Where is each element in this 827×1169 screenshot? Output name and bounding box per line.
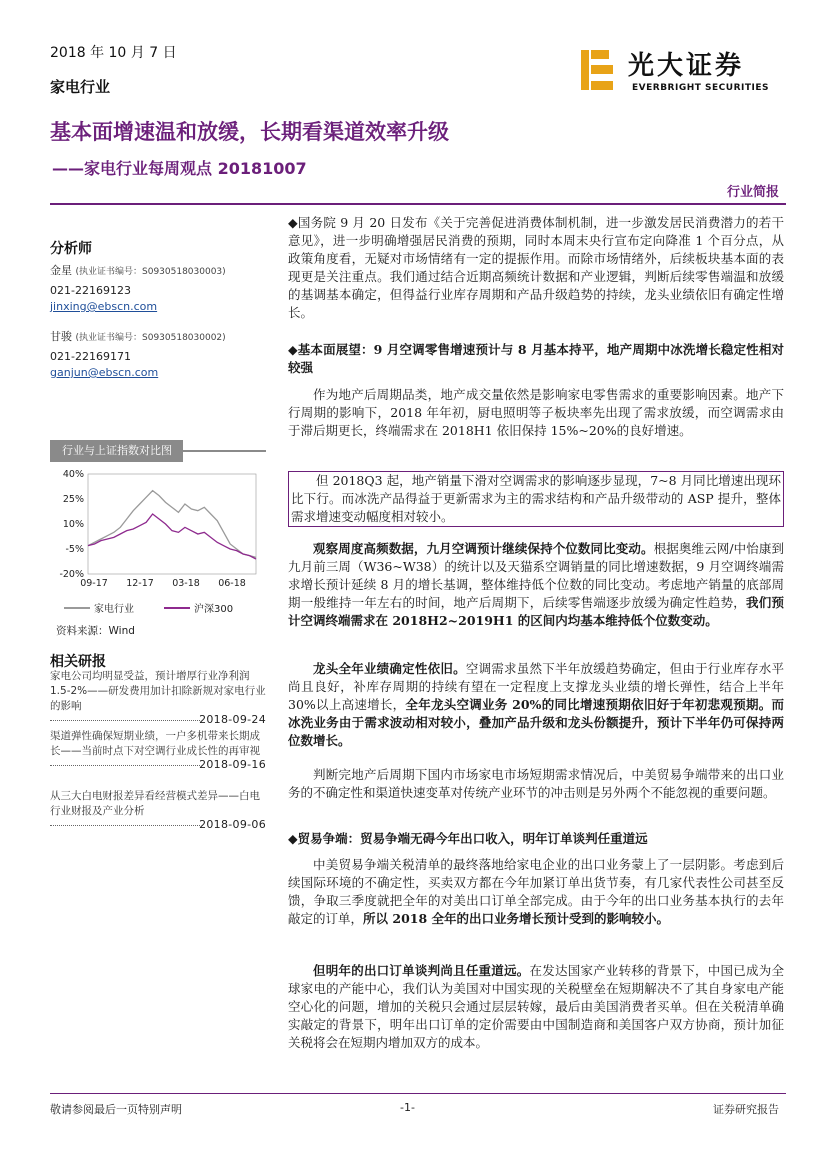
everbright-logo-icon xyxy=(579,48,617,92)
y-tick-label: -20% xyxy=(59,569,84,580)
analyst-cert: (执业证书编号：S0930518030002) xyxy=(75,333,226,343)
logo-chinese-name: 光大证券 xyxy=(628,51,745,81)
x-tick-label: 09-17 xyxy=(80,578,108,589)
footer-disclaimer: 敬请参阅最后一页特别声明 xyxy=(50,1103,182,1116)
related-report-date: 2018-09-16 xyxy=(199,758,266,771)
related-report-title[interactable]: 从三大白电财报差异看经营模式差异——白电行业财报及产业分析 xyxy=(50,790,260,817)
related-report-item[interactable] xyxy=(50,669,266,726)
analyst-phone: 021-22169171 xyxy=(50,350,131,363)
paragraph-leaders xyxy=(288,660,784,750)
y-tick-label: 10% xyxy=(62,519,84,530)
paragraph-weekly-data xyxy=(288,540,784,630)
y-tick-label: 25% xyxy=(62,494,84,505)
page-number: -1- xyxy=(400,1101,415,1114)
chart-source: 资料来源：Wind xyxy=(56,625,135,637)
paragraph-trade xyxy=(288,856,784,928)
paragraph-highlighted: 但 2018Q3 起，地产销量下滑对空调需求的影响逐步显现，7~8 月同比增速出现环比下行。而冰洗产品得益于更新需求为主的需求结构和产品升级带动的 ASP 提升，整体需求增速变动幅度相对较小。 xyxy=(288,471,784,527)
chart-title: 行业与上证指数对比图 xyxy=(50,440,183,462)
logo-english-name: EVERBRIGHT SECURITIES xyxy=(632,83,769,93)
footer-divider xyxy=(50,1093,786,1094)
bold-conclusion: 所以 2018 全年的出口业务增长预计受到的影响较小。 xyxy=(363,911,670,926)
x-tick-label: 06-18 xyxy=(218,578,246,589)
analyst-card xyxy=(50,329,266,381)
series-line-appliance xyxy=(88,491,256,558)
industry-label: 家电行业 xyxy=(50,78,111,96)
analyst-phone: 021-22169123 xyxy=(50,284,131,297)
report-date: 2018 年 10 月 7 日 xyxy=(50,45,177,61)
report-subtitle: ——家电行业每周观点 20181007 xyxy=(52,159,307,178)
paragraph-fundamentals: 作为地产后周期品类，地产成交量依然是影响家电零售需求的重要影响因素。地产下行周期的影响下，2018 年年初，厨电照明等子板块率先出现了需求放缓，而空调需求由于滞后期更长，终端需求在 2018H1 依旧保持 15%~20%的良好增速。 xyxy=(288,387,784,438)
paragraph-intro: ◆国务院 9 月 20 日发布《关于完善促进消费体制机制，进一步激发居民消费潜力的若干意见》，进一步明确增强居民消费的预期，同时本周末央行宣布定向降准 1 个百分点，从政策角度看，无疑对市场情绪有一定的提振作用。而除市场情绪外，后续板块基本面的表现更是关注重点。我们通过结合近期高频统计数据和产业逻辑，判断后续零售端温和放缓的基调基本确定，但得益行业库存周期和产品升级趋势的持续，龙头业绩依旧有确定性增长。 xyxy=(288,215,784,320)
footer-report-label: 证券研究报告 xyxy=(713,1103,779,1116)
analyst-name: 甘骏 xyxy=(50,330,72,343)
analyst-card xyxy=(50,263,266,315)
related-report-date: 2018-09-06 xyxy=(199,818,266,831)
bold-lead: 观察周度高频数据，九月空调预计继续保持个位数同比变动。 xyxy=(313,541,654,556)
line-chart xyxy=(50,466,266,637)
section-heading-fundamentals: ◆基本面展望：9 月空调零售增速预计与 8 月基本持平，地产周期中冰洗增长稳定性相对较强 xyxy=(288,342,784,375)
related-reports-heading: 相关研报 xyxy=(50,654,106,670)
chart-title-rule xyxy=(183,450,266,452)
related-report-date: 2018-09-24 xyxy=(199,713,266,726)
bold-lead: 龙头全年业绩确定性依旧。 xyxy=(313,661,466,676)
related-report-title[interactable]: 渠道弹性确保短期业绩，一户多机带来长期成长——当前时点下对空调行业成长性的再审视 xyxy=(50,730,260,757)
paragraph-transition: 判断完地产后周期下国内市场家电市场短期需求情况后，中美贸易争端带来的出口业务的不确定性和渠道快速变革对传统产业环节的冲击则是另外两个不能忽视的重要问题。 xyxy=(288,767,784,800)
report-title: 基本面增速温和放缓，长期看渠道效率升级 xyxy=(50,120,449,144)
bold-conclusion: 全年龙头空调业务 20%的同比增速预期依旧好于年初悲观预期。而冰洗业务由于需求波动相对较小，叠加产品升级和龙头份额提升，预计下半年仍可保持两位数增长。 xyxy=(288,697,784,748)
legend-label: 家电行业 xyxy=(94,604,134,615)
y-tick-label: 40% xyxy=(62,469,84,480)
related-report-item[interactable] xyxy=(50,729,266,771)
analyst-cert: (执业证书编号：S0930518030003) xyxy=(75,267,226,277)
related-report-item[interactable] xyxy=(50,789,266,831)
x-tick-label: 12-17 xyxy=(126,578,154,589)
bold-lead: 但明年的出口订单谈判尚且任重道远。 xyxy=(313,963,530,978)
industry-comparison-chart xyxy=(50,440,266,637)
series-line-hs300 xyxy=(88,514,256,559)
plot-area xyxy=(88,474,256,574)
paragraph-text: 在发达国家产业转移的背景下，中国已成为全球家电的产能中心，我们认为美国对中国实现的关税壁垒在短期解决不了其自身家电产能空心化的问题，增加的关税只会通过层层转嫁，最后由美国消费者买单。但在关税清单确实敲定的背景下，明年出口订单的定价需要由中国制造商和美国客户双方协商，预计加征关税将会在短期内增加双方的成本。 xyxy=(288,963,784,1050)
related-report-title[interactable]: 家电公司均明显受益，预计增厚行业净利润 1.5-2%——研发费用加计扣除新规对家电行业的影响 xyxy=(50,670,266,712)
legend-label: 沪深300 xyxy=(194,604,234,615)
y-tick-label: -5% xyxy=(65,544,84,555)
paragraph-outlook xyxy=(288,962,784,1052)
section-heading-trade: ◆贸易争端：贸易争端无碍今年出口收入，明年订单谈判任重道远 xyxy=(288,831,648,846)
paragraph-text: 空调需求虽然下半年放缓趋势确定，但由于行业库存水平尚且良好，补库存周期的持续有望在一定程度上支撑龙头业绩的增长弹性，结合上半年 30%以上高速增长， xyxy=(288,661,784,712)
report-type: 行业简报 xyxy=(726,185,779,200)
analyst-email-link[interactable]: jinxing@ebscn.com xyxy=(50,300,158,313)
header-divider xyxy=(50,203,786,205)
paragraph-text: 中美贸易争端关税清单的最终落地给家电企业的出口业务蒙上了一层阴影。考虑到后续国际环境的不确定性，买卖双方都在今年加紧订单出货节奏，有几家代表性公司甚至反馈，争取三季度就把全年的对美出口订单全部完成。由于今年的出口业务基本执行的去年敲定的订单， xyxy=(288,857,784,926)
x-tick-label: 03-18 xyxy=(172,578,200,589)
analysts-heading: 分析师 xyxy=(50,241,92,257)
analyst-name: 金星 xyxy=(50,264,72,277)
paragraph-text: 根据奥维云网/中怡康到九月前三周（W36~W38）的统计以及天猫系空调销量的同比增速数据，9 月空调终端需求增长预计延续 8 月的增长基调，整体维持低个位数的同比变动。考虑地产销量的底部周期一般维持一年左右的时间，地产后周期下，后续零售端逐步放缓为确定性趋势， xyxy=(288,541,784,610)
bold-conclusion: 我们预计空调终端需求在 2018H2~2019H1 的区间内均基本维持低个位数变动。 xyxy=(288,595,784,628)
analyst-email-link[interactable]: ganjun@ebscn.com xyxy=(50,366,159,379)
